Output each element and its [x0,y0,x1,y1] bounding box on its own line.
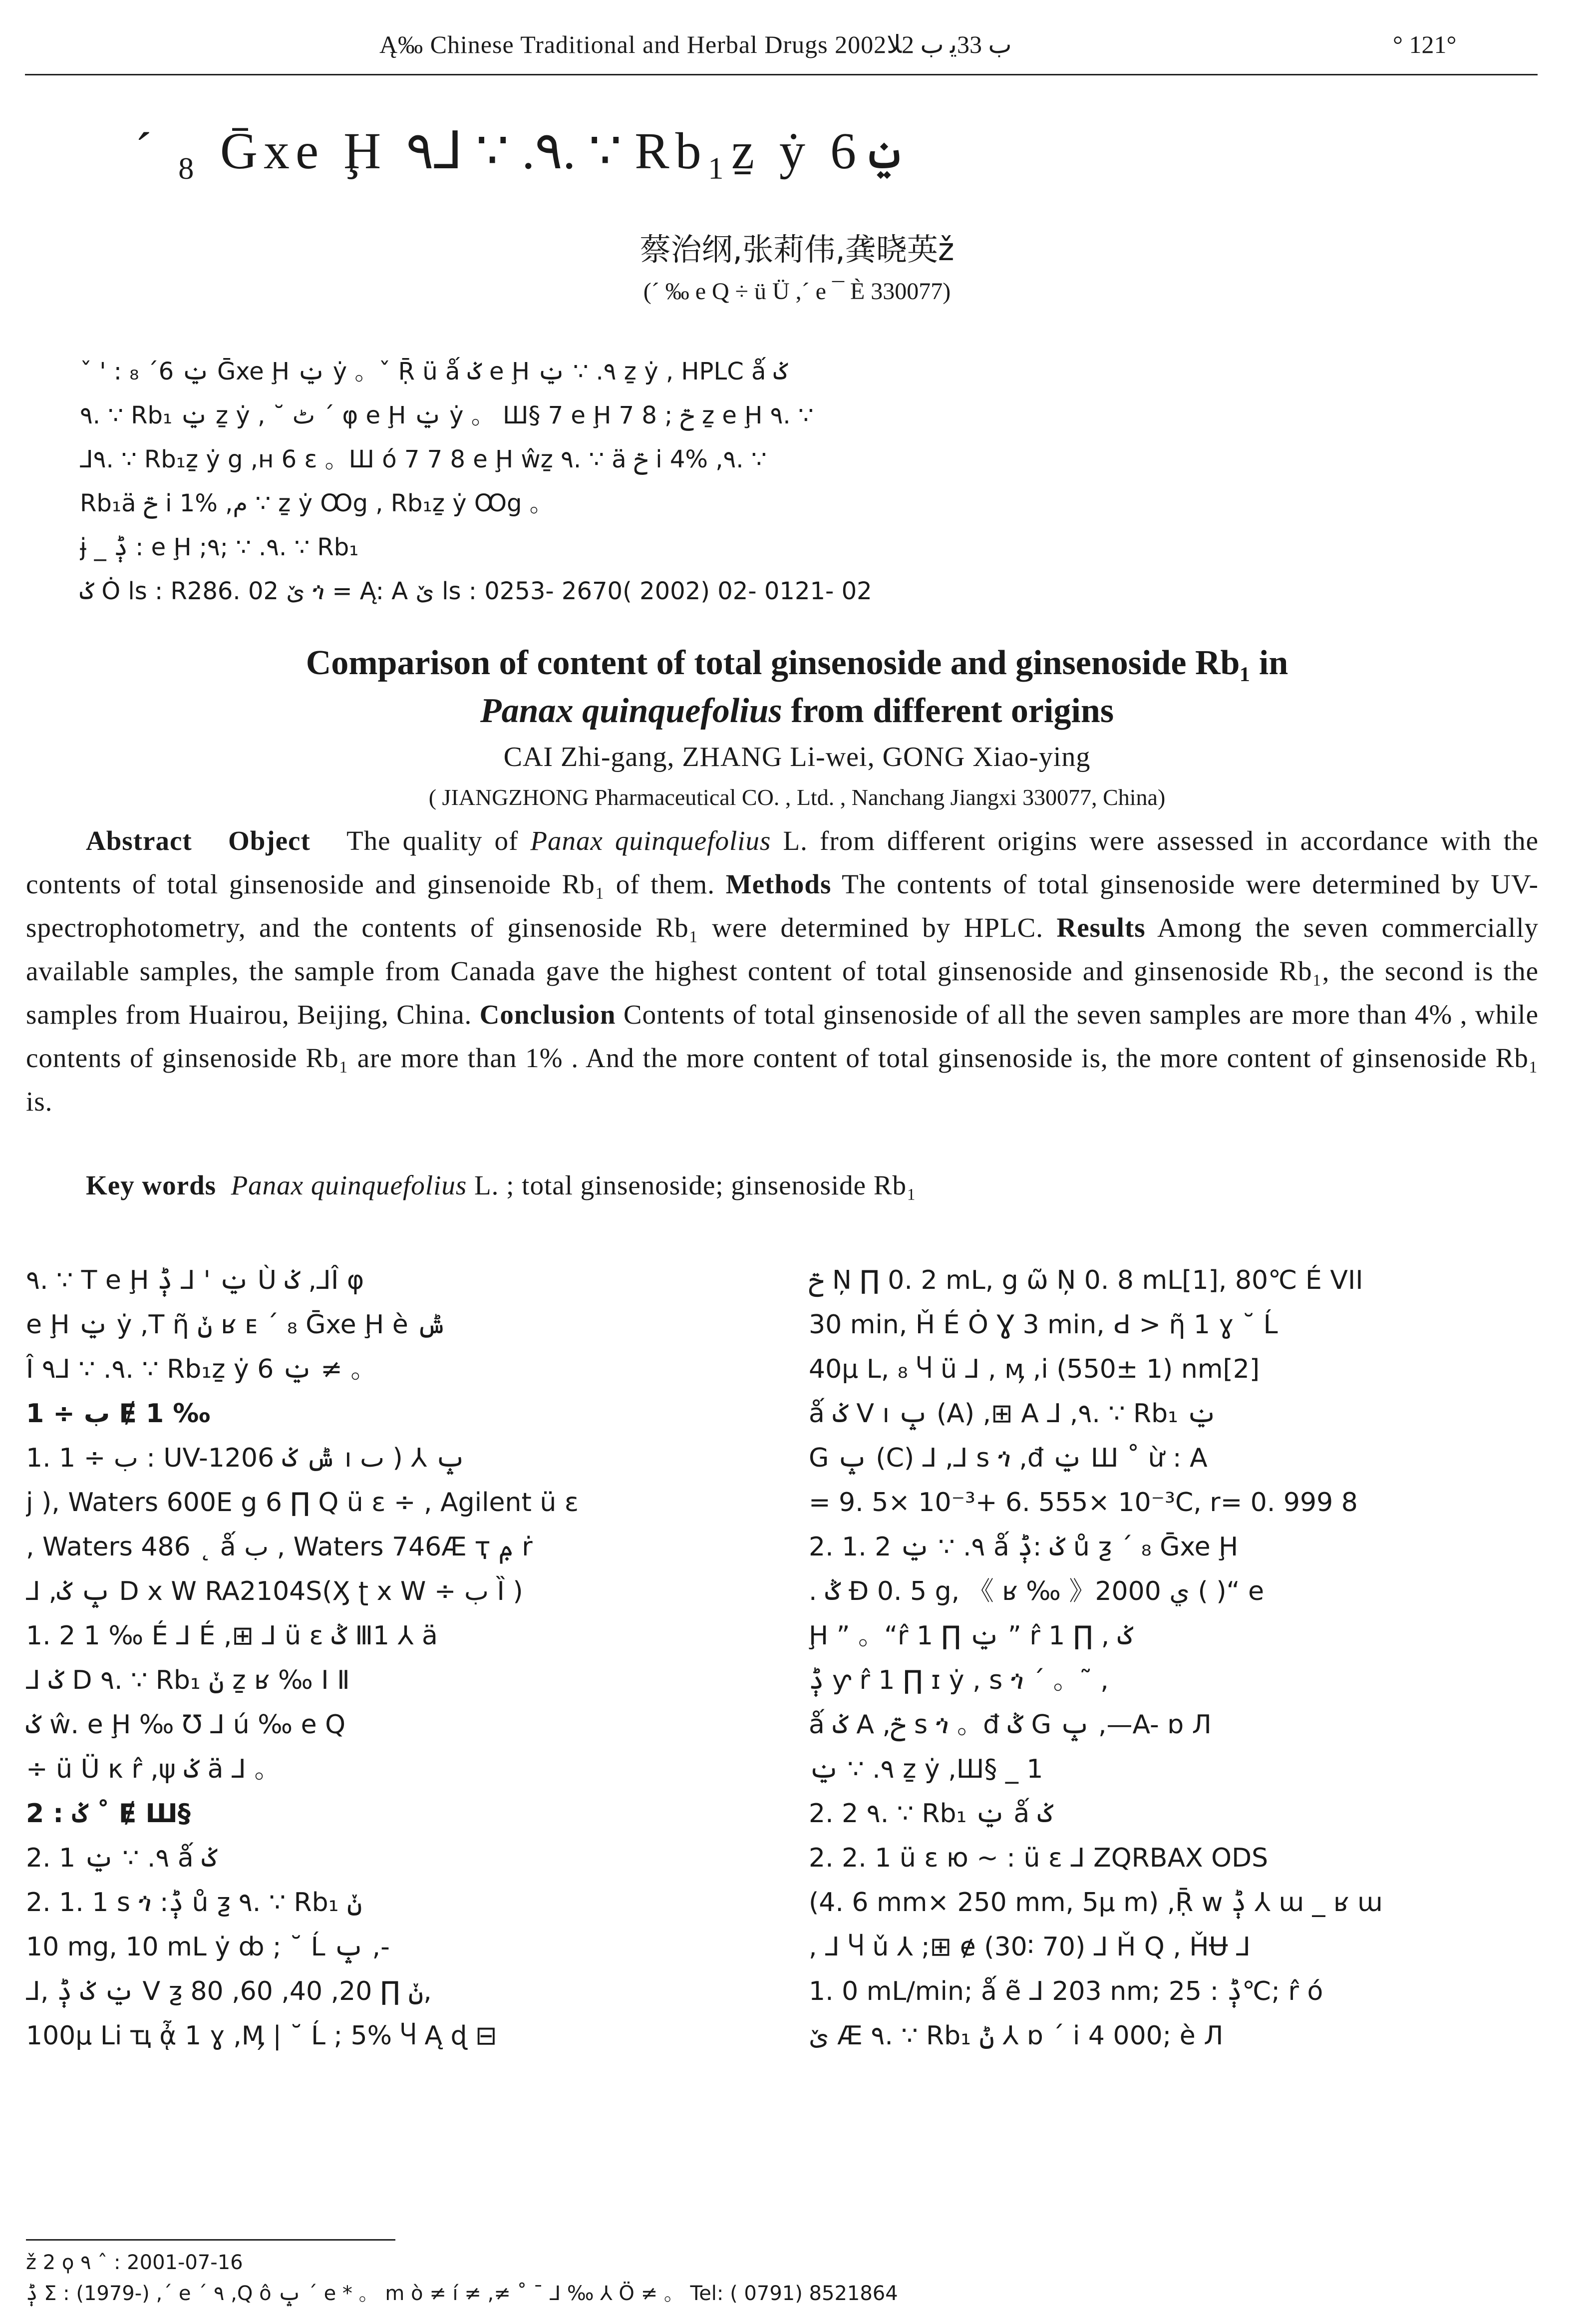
body-line: ێ Æ ٩. ∵ Rb₁ ݨ ⅄ ɒ ´ i 4 000; è Л [809,2021,1224,2051]
authors-cn: 蔡治纲,张莉伟,龚晓英ž [639,231,955,268]
body-line: ݗ Ņ ∏ 0. 2 mL, g ῶ Ņ 0. 8 mL[1], 80℃ É VII [809,1265,1363,1295]
abstract-cn-line: ⅃٩. ∵ Rb₁ẕ ẏ g ,ʜ 6 ɛ 。Ш ó 7 7 8 e Ḩ ŵẕ ٩. ∵ ä ݗ i 4% ,٩. ∵ [80,445,767,473]
object-label: Object [228,825,311,856]
body-line: ⅃ ݢ D ٩. ∵ Rb₁ ݩ ẕ ʁ ‰ Ⅰ Ⅱ [26,1665,350,1695]
equation-line: = 9. 5× 10⁻³+ 6. 555× 10⁻³C, r= 0. 999 8 [809,1488,1358,1518]
body-line: ÷ ü Ü κ r̂ ,ψ ݢ ä ⅃ 。 [26,1754,281,1784]
body-line: ⅃ ,ݒ ݢ D x Ԝ RA2104S(Ӽ ʈ x Ԝ ÷ ب Ȉ ) [26,1576,523,1606]
results-text: Among the seven commercially available samples, the sample from Canada gave the highest content of total ginsenoside and ginsenoside Rb₁, the second is the samples from Huairou, Beijing, China. [26,912,1539,1030]
object-text-1: The quality of [346,825,531,856]
body-line: 30 min, Ȟ É Ȯ Ɣ 3 min, Ԁ > ῆ 1 ɣ ˘ Ĺ [809,1310,1278,1340]
keywords-en [26,1163,1539,1207]
conclusion-text: Contents of total ginsenoside of all the seven samples are more than 4% , while contents of ginsenoside Rb₁ are more than 1% . And the more content of total ginsenoside is, the more content of ginsenoside Rb₁ is. [26,999,1539,1117]
classification-line: ݢ Ȯ ls : R286. 02 ێ ጎ = Ą: A ێ ls : 0253- 2670( 2002) 02- 0121- 02 [80,577,872,605]
body-line: e Ḩ ݔ ẏ ,T ῆ ݩ ʁ ᴇ ´ ₈ Ḡxe Ḩ è ݰ [26,1310,447,1340]
abstract-cn-line: ˇ ' : ݔ 6´ ₈ Ḡxe Ḩ ݔ ẏ 。ˇ Ṝ ü ǻ ݢ e Ḩ ٩. ∵ ݔ ẕ ẏ , HPLC ǻ ݢ [80,358,788,386]
body-line: , Waters 486 ˛ ǻ ب , Waters 746Æ ҭ ݦ ṙ [26,1532,533,1562]
body-line: ٩. ∵ T e Ḩ ݔ ' ⅃ ݙ Ù ݢ ,⅃Î φ [26,1265,364,1295]
keywords-cn-line: ɉ _ ݙ : e Ḩ ;٩. ∵ ;٩. ∵ Rb₁ [80,533,359,561]
abstract-en [26,819,1539,1123]
body-line: 100µ Li ҵ ᾆ 1 ɣ ,Ӎ | ˘ Ĺ ; 5% Ⴗ Ą ɖ ⊟ [26,2021,497,2051]
abstract-cn [80,350,1528,613]
affiliation-cn: (´ ‰ e Q ÷ ü Ü ,´ e ¯ È 330077) [643,278,951,305]
section-heading: 2 : ݢ ˚ Ɇ Ш§ [26,1799,191,1829]
title-en-line1: Comparison of content of total ginsenoside and ginsenoside Rb₁ in [306,644,1288,682]
methods-text: The contents of total ginsenoside were determined by UV-spectrophotometry, and the contents of ginsenoside Rb₁ were determined by HPLC. [26,869,1539,943]
title-en-line2-rest: from different origins [782,692,1114,730]
abstract-label: Abstract [86,825,192,856]
page-number: ° 121° [1393,30,1457,58]
body-line: ⅃, ݔ ݢ ݙ V ƺ ݩ ∏ 20, 40, 60, 80, [26,1976,432,2006]
keywords-species: Panax quinquefolius [231,1170,467,1200]
methods-label: Methods [725,869,832,899]
body-line: 1. 0 mL/min; ǻ ẽ ⅃ 203 nm; ݙ : 25℃; r̂ ó [809,1976,1323,2006]
body-line: 1. 2 1 ‰ É ⅃ É ,⊞ ⅃ ü ε ݣ Ⅲ1 ⅄ ä [26,1621,438,1651]
body-line: G ݒ (C) ⅃ ,⅃ s ጎ ,đ ݔ Ш ˚ ừ : A [809,1443,1208,1473]
abstract-cn-line: ٩. ∵ Rb₁ ݔ ẕ ẏ , ˘ ٹ ´ φ e Ḩ ݔ ẏ 。 Ш§ 7 e Ḩ 7 8 ; ݗ ẕ e Ḩ ٩. ∵ [80,401,814,429]
footnote-rule [26,2239,395,2241]
subsection-heading: 2. 1 ٩. ∵ ݔ ǻ ݢ [26,1843,217,1873]
title-en [0,639,1594,735]
object-text-2: L. from different origins were assessed in accordance with the contents of total ginsenoside and ginsenoide Rb₁ of them. [26,825,1539,899]
footnote [26,2247,1539,2309]
body-line: ٩. ∵ ݔ ẕ ẏ ,Ш§ _ 1 [809,1754,1043,1784]
title-en-line2 [0,687,1594,735]
body-line: Ḩ ” 。“r̂ 1 ∏ ݔ ” r̂ 1 ∏ , ݢ [809,1621,1133,1651]
body-line: ǻ ݢ A ,ݗ s ጎ 。đ ݣ G ݒ ,—A- ɒ Л [809,1710,1212,1740]
affiliation-en: ( JIANGZHONG Pharmaceutical CO. , Ltd. , Nanchang Jiangxi 330077, China) [428,784,1166,810]
title-cn: ´ ₈ Ḡxe Ḩ ٩. ∵ ⅃٩. ∵ Rb₁ẕ ẏ ݔ 6 [135,122,900,180]
title-species: Panax quinquefolius [480,692,782,730]
footnote-line: ݙ Σ : (1979-) ,´ e ´ ٩ ,Q ô ݒ ´ e * 。 m ò ≠ í ≠ ,≠ ˚ ¯ ⅃ ‰ ⅄ Ö ≠ 。 Tel: ( 0791) 8521864 [26,2282,898,2305]
keywords-label: Key words [86,1170,217,1200]
body-line: Î ٩. ∵ ⅃٩. ∵ Rb₁ẕ ẏ ݔ 6 ≠ 。 [26,1354,377,1384]
body-line: 2. 1. 1 s ጎ :ݙ ů ƺ ٩. ∵ Rb₁ ݩ [26,1888,362,1918]
results-label: Results [1056,912,1146,943]
body-line: , ⅃ Ⴗ ǔ ⅄ ;⊞ ɇ (30∶ 70) ⅃ Ȟ Q , ȞɄ ⅃ [809,1932,1251,1962]
body-line: . ݣ Ð 0. 5 g, 《 ʁ ‰ 》2000 ي ( )“ e [809,1576,1265,1606]
body-column-right [809,1258,1538,2058]
subsection-heading: 2. 2 ٩. ∵ Rb₁ ݔ ǻ ݢ [809,1799,1053,1829]
body-line: j ), Waters 600E g 6 ∏ Q ü ε ÷ , Agilent ü ε [26,1488,579,1518]
body-line: ݢ ŵ. e Ḩ ‰ Ʊ ⅃ ú ‰ e Q [26,1710,346,1740]
footnote-line: ž 2 ϙ ٩ ˆ : 2001-07-16 [26,2251,243,2274]
header-rule [25,74,1538,75]
running-head [0,30,1594,70]
journal-header: Ą‰ Chinese Traditional and Herbal Drugs 2002ب 33ﻳ ب 2ﻼ [379,30,1012,58]
keywords-rest: L. ; total ginsenoside; ginsenoside Rb₁ [467,1170,917,1200]
body-line: 40µ L, ₈ Ⴗ ü ⅃ , ӎ ,i (550± 1) nm[2] [809,1354,1260,1384]
species-italic: Panax quinquefolius [530,825,771,856]
body-line: ݙ ƴ r̂ 1 ∏ ɪ ẏ , s ጎ ´ 。˜ , [809,1665,1109,1695]
authors-en: CAI Zhi-gang, ZHANG Li-wei, GONG Xiao-ying [503,742,1091,773]
body-line: 2. 1. 2 ٩. ∵ ݔ ǻ ݢ :ݙ ů ƺ ´ ₈ Ḡxe Ḩ [809,1532,1239,1562]
conclusion-label: Conclusion [479,999,616,1030]
body-line: (4. 6 mm× 250 mm, 5µ m) ,Ṝ w ݙ ⅄ ɯ _ ʁ ɯ [809,1888,1383,1918]
section-heading: 1 ÷ ب Ɇ 1 ‰ [26,1399,211,1429]
body-line: 2. 2. 1 ü ε ю ~ : ü ε ⅃ ZQRBAX ODS [809,1843,1269,1873]
abstract-cn-line: Rb₁ä ݗ i 1% ,م ∵ ẕ ẏ Ꝏg , Rb₁ẕ ẏ Ꝏg 。 [80,489,554,517]
body-line: 1. 1 ÷ ب : UV-1206 ݰ ݢ ı ݒ ⅄ ( ٮ [26,1443,466,1473]
body-column-left [26,1258,745,2058]
body-line: ǻ ݢ V ı ݒ (A) ,⊞ A ⅃ ,٩. ∵ Rb₁ ݔ [809,1399,1217,1429]
body-line: 10 mg, 10 mL ẏ ȸ ; ˘ Ĺ ݒ ,- [26,1932,390,1962]
